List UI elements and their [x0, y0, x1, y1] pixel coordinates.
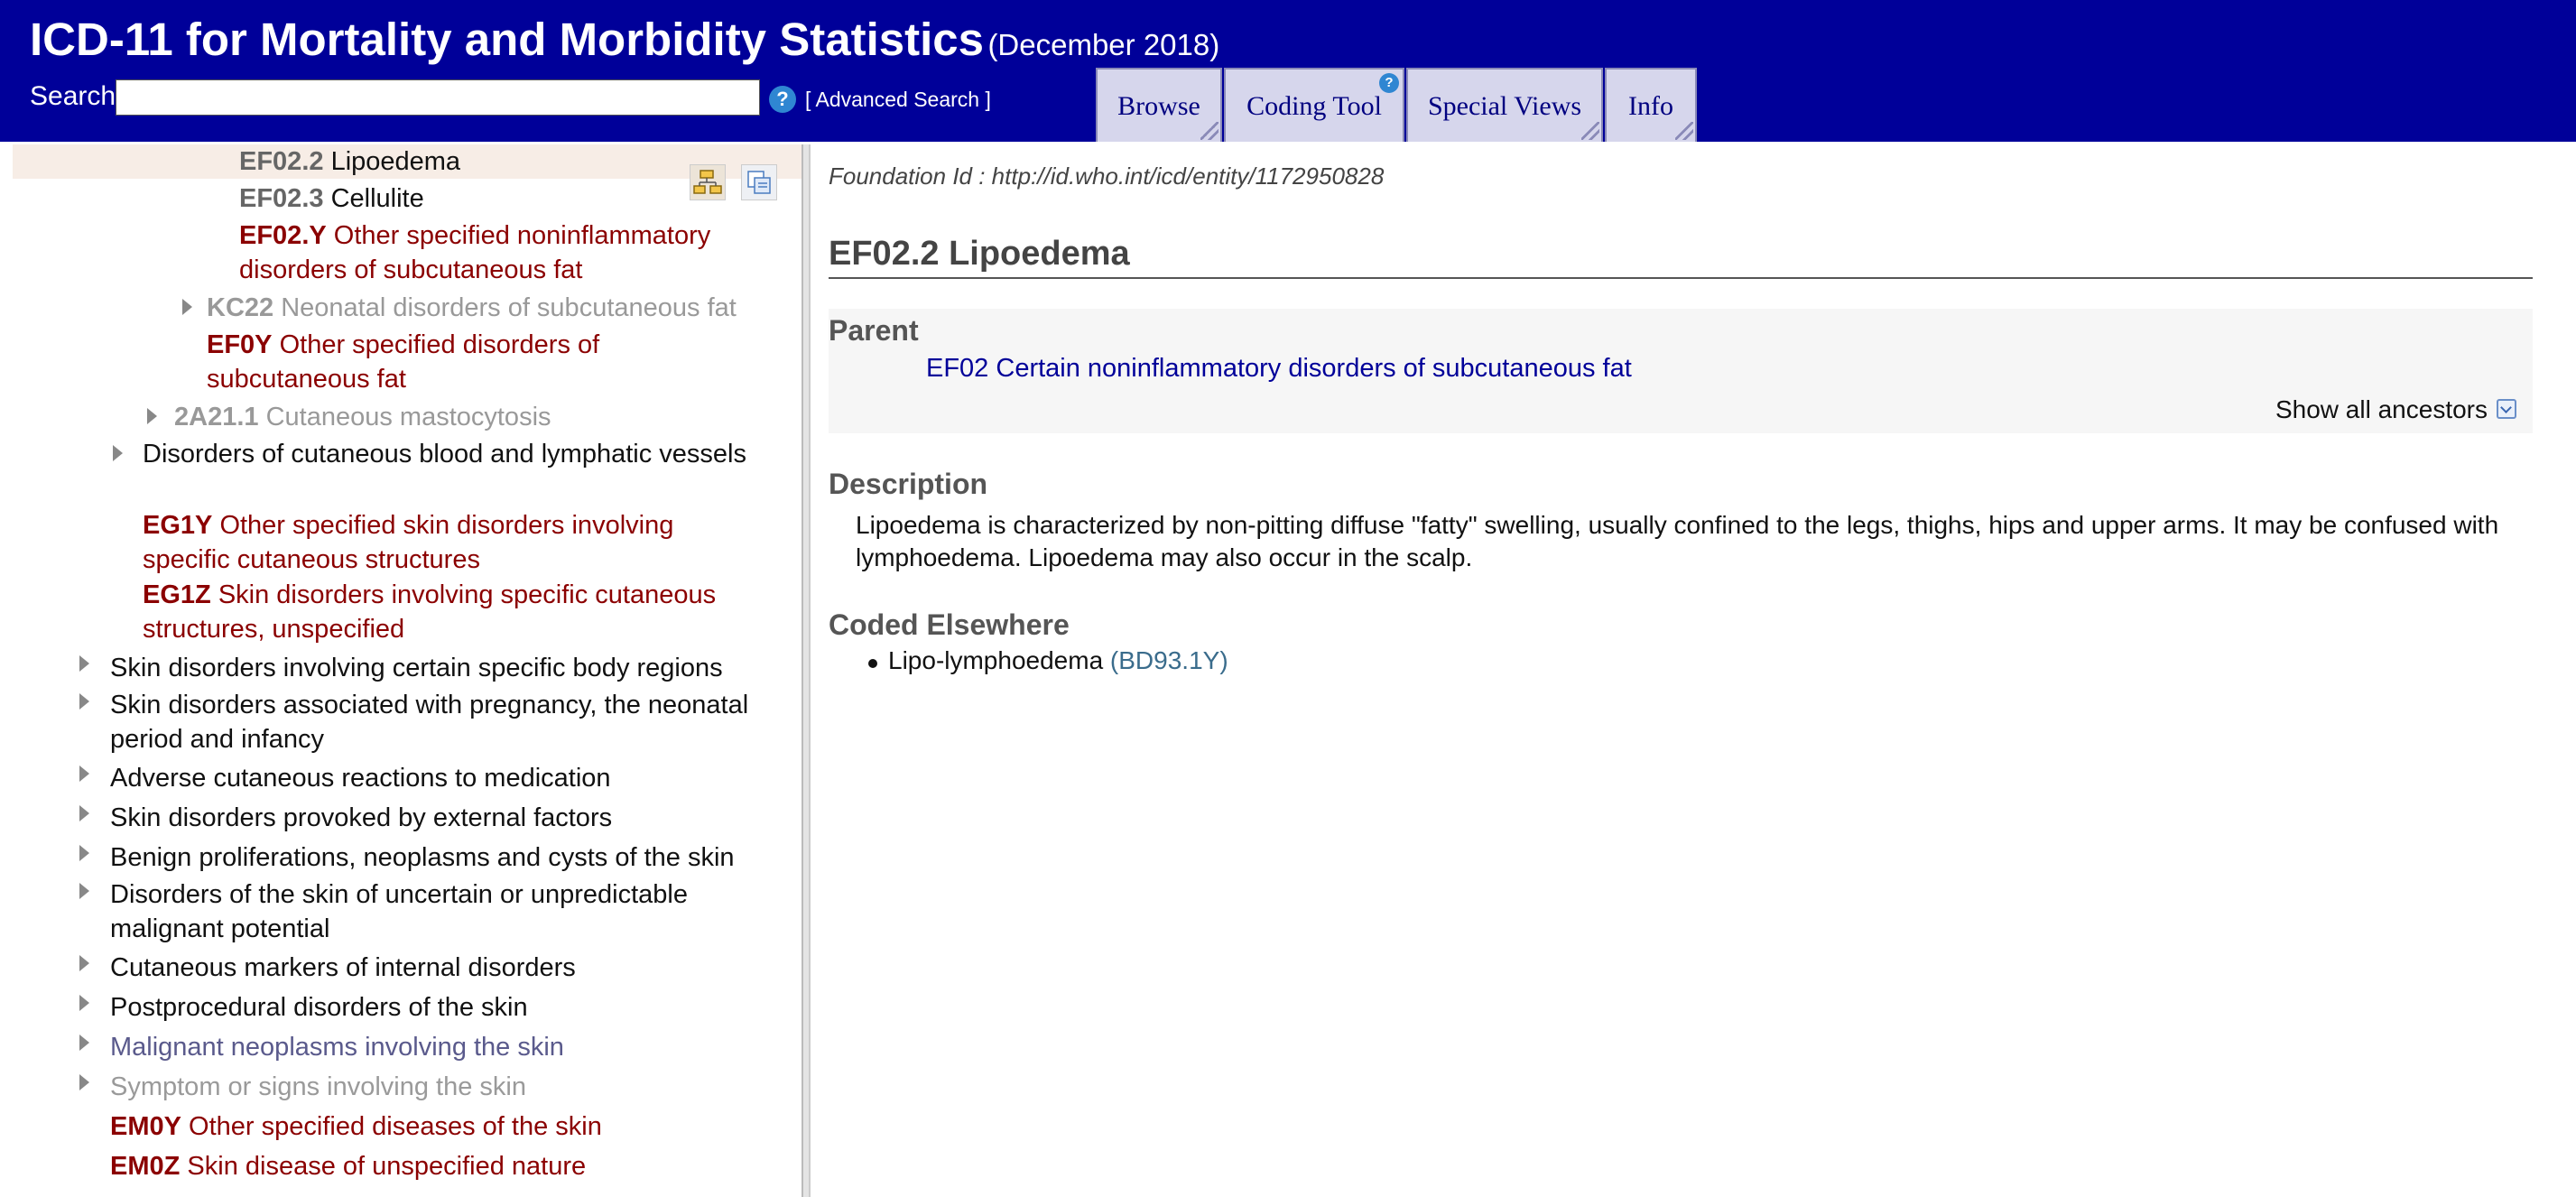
- expand-arrow-icon[interactable]: [182, 299, 192, 315]
- tree-item-code: 2A21.1: [174, 403, 259, 431]
- entity-detail-panel: [811, 144, 2576, 1197]
- tab-special-views-label: Special Views: [1427, 91, 1582, 121]
- tree-item-external-factors[interactable]: [110, 801, 612, 835]
- tree-item-em0z[interactable]: [110, 1149, 586, 1183]
- tree-item-eg1z[interactable]: [143, 578, 716, 646]
- tab-coding-tool-label: Coding Tool: [1246, 91, 1382, 121]
- tree-item-label: Cellulite: [330, 184, 424, 213]
- tree-item-label: Malignant neoplasms involving the skin: [110, 1033, 564, 1062]
- tree-item-malignant-neoplasms[interactable]: [110, 1030, 564, 1064]
- tree-item-label: Neonatal disorders of subcutaneous fat: [281, 293, 737, 322]
- classification-tree: [0, 144, 802, 1197]
- hierarchy-view-icon[interactable]: [690, 164, 726, 200]
- tab-browse-label: Browse: [1117, 91, 1200, 121]
- tree-item-ef02-2[interactable]: [239, 144, 460, 179]
- tree-item-symptoms-signs[interactable]: [110, 1070, 526, 1104]
- resize-corner-icon: [1675, 122, 1693, 140]
- page-title: [30, 13, 1219, 66]
- tree-item-label-cont: subcutaneous fat: [207, 365, 406, 394]
- panel-splitter[interactable]: [802, 144, 811, 1197]
- expand-arrow-icon[interactable]: [79, 995, 89, 1011]
- tree-item-label: Other specified skin disorders involving: [219, 511, 674, 540]
- coding-tool-help-icon[interactable]: ?: [1379, 73, 1399, 93]
- tree-item-code: EM0Y: [110, 1112, 181, 1141]
- tree-item-label-cont: period and infancy: [110, 725, 324, 754]
- tree-item-code: KC22: [207, 293, 274, 322]
- description-text: Lipoedema is characterized by non-pitting diffuse "fatty" swelling, usually confined to the legs, thighs, hips and upper arms. It may be confused with lymphoedema. Lipoedema may also occur in the scalp.: [856, 511, 2499, 571]
- tree-item-eg1y[interactable]: [143, 508, 673, 577]
- tree-item-code: EG1Y: [143, 511, 213, 540]
- tree-item-label: Other specified disorders of: [279, 330, 600, 359]
- app-title: ICD-11 for Mortality and Morbidity Statistics: [30, 14, 984, 65]
- tree-item-label: Cutaneous mastocytosis: [265, 403, 551, 431]
- resize-corner-icon: [1200, 122, 1219, 140]
- tree-item-label: Adverse cutaneous reactions to medication: [110, 764, 611, 793]
- tab-special-views[interactable]: [1406, 68, 1603, 142]
- tree-item-label: Skin disease of unspecified nature: [187, 1152, 587, 1181]
- search-label: Search: [30, 81, 116, 111]
- tree-item-uncertain-potential[interactable]: [110, 877, 688, 946]
- tree-item-label-cont: structures, unspecified: [143, 615, 405, 644]
- entity-title: EF02.2 Lipoedema: [829, 235, 1130, 273]
- description-heading: Description: [829, 468, 988, 500]
- tree-item-postprocedural[interactable]: [110, 990, 528, 1025]
- tree-item-label-cont: disorders of subcutaneous fat: [239, 255, 583, 284]
- tree-item-label: Disorders of cutaneous blood and lymphatic vessels: [143, 440, 746, 469]
- tree-item-adverse-reactions[interactable]: [110, 761, 611, 795]
- tree-item-code: EG1Z: [143, 580, 211, 609]
- help-icon[interactable]: ?: [769, 86, 796, 113]
- expand-arrow-icon[interactable]: [79, 655, 89, 672]
- tab-info-label: Info: [1628, 91, 1673, 121]
- expand-arrow-icon[interactable]: [79, 1035, 89, 1051]
- expand-arrow-icon[interactable]: [79, 693, 89, 710]
- tab-coding-tool[interactable]: [1224, 68, 1404, 142]
- expand-arrow-icon[interactable]: [79, 955, 89, 971]
- coded-elsewhere-list: [888, 646, 1228, 675]
- tree-item-label: Other specified noninflammatory: [333, 221, 711, 250]
- expand-arrow-icon[interactable]: [79, 1074, 89, 1090]
- tree-item-label: Other specified diseases of the skin: [189, 1112, 602, 1141]
- resize-corner-icon: [1581, 122, 1599, 140]
- title-divider: [829, 277, 2533, 279]
- tree-item-code: EF0Y: [207, 330, 273, 359]
- tree-item-label: Skin disorders involving specific cutaneous: [218, 580, 717, 609]
- tree-item-2a21-1[interactable]: [174, 400, 551, 434]
- parent-heading: Parent: [829, 314, 919, 347]
- header-bar: [0, 0, 2576, 142]
- coded-elsewhere-code-link[interactable]: (BD93.1Y): [1109, 646, 1228, 674]
- tree-item-pregnancy-neonatal[interactable]: [110, 688, 748, 756]
- parent-link[interactable]: EF02 Certain noninflammatory disorders of subcutaneous fat: [926, 354, 1632, 383]
- tree-item-label: Skin disorders associated with pregnancy, the neonatal: [110, 691, 749, 719]
- tree-item-label: Cutaneous markers of internal disorders: [110, 953, 576, 982]
- copy-icon[interactable]: [741, 164, 777, 200]
- expand-arrow-icon[interactable]: [79, 766, 89, 782]
- tree-item-label-cont: malignant potential: [110, 914, 330, 943]
- expand-ancestors-icon[interactable]: [2497, 399, 2516, 419]
- list-item: [888, 646, 1228, 675]
- search-input[interactable]: [116, 79, 760, 116]
- tree-item-label-cont: specific cutaneous structures: [143, 545, 480, 574]
- tree-item-code: EF02.2: [239, 147, 324, 176]
- parent-section: [829, 309, 2533, 433]
- tree-item-code: EM0Z: [110, 1152, 181, 1181]
- tab-browse[interactable]: [1096, 68, 1222, 142]
- tree-item-code: EF02.Y: [239, 221, 327, 250]
- expand-arrow-icon[interactable]: [79, 883, 89, 899]
- expand-arrow-icon[interactable]: [79, 845, 89, 861]
- tree-item-em0y[interactable]: [110, 1109, 602, 1144]
- coded-elsewhere-label: Lipo-lymphoedema: [888, 646, 1104, 674]
- release-date: (December 2018): [987, 28, 1220, 61]
- tree-item-specific-body-regions[interactable]: [110, 651, 723, 685]
- tree-item-label: Lipoedema: [330, 147, 461, 176]
- tab-info[interactable]: [1605, 68, 1697, 142]
- tree-item-label: Benign proliferations, neoplasms and cysts of the skin: [110, 843, 735, 872]
- tree-item-label: Disorders of the skin of uncertain or unpredictable: [110, 880, 688, 909]
- tree-item-cutaneous-markers[interactable]: [110, 951, 576, 985]
- tree-item-benign-proliferations[interactable]: [110, 840, 735, 875]
- bullet-icon: [868, 659, 877, 668]
- tree-item-ef02-y[interactable]: [239, 218, 710, 287]
- expand-arrow-icon[interactable]: [79, 805, 89, 821]
- tree-item-label: Postprocedural disorders of the skin: [110, 993, 528, 1022]
- tree-item-ef0y[interactable]: [207, 328, 599, 396]
- foundation-id: Foundation Id : http://id.who.int/icd/entity/1172950828: [829, 162, 1385, 190]
- tree-item-kc22[interactable]: [207, 291, 737, 325]
- tree-item-label: Symptom or signs involving the skin: [110, 1072, 526, 1101]
- expand-arrow-icon[interactable]: [113, 445, 123, 461]
- tree-item-code: EF02.3: [239, 184, 324, 213]
- show-all-ancestors-link[interactable]: Show all ancestors: [2275, 395, 2488, 423]
- tree-item-label: Skin disorders involving certain specific body regions: [110, 654, 723, 682]
- tree-item-ef02-3[interactable]: [239, 181, 424, 216]
- tree-item-blood-lymphatic-vessels[interactable]: [143, 437, 746, 471]
- tree-item-label: Skin disorders provoked by external factors: [110, 803, 613, 832]
- expand-arrow-icon[interactable]: [147, 408, 157, 424]
- coded-elsewhere-heading: Coded Elsewhere: [829, 608, 1070, 641]
- advanced-search-link[interactable]: [ Advanced Search ]: [805, 88, 991, 111]
